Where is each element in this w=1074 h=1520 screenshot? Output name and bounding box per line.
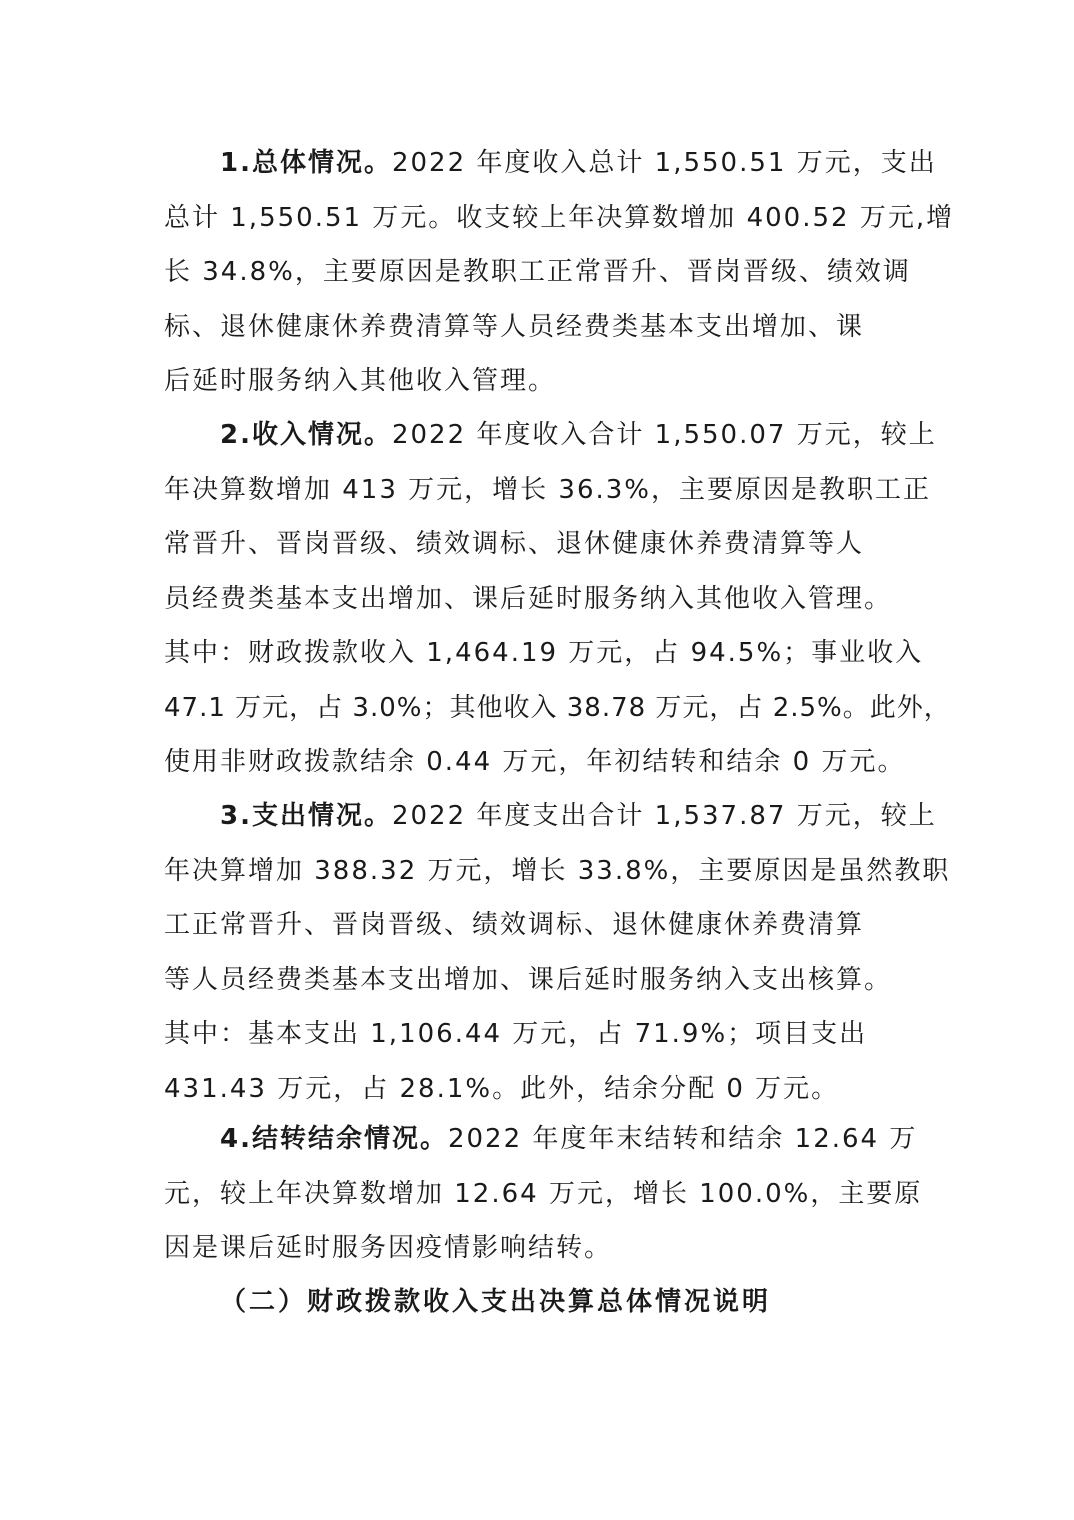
paragraph-text: 2022 年度收入总计 1,550.51 万元，支出 [391, 148, 937, 178]
paragraph-line [164, 136, 964, 191]
paragraph-line: 等人员经费类基本支出增加、课后延时服务纳入支出核算。 [164, 964, 893, 995]
paragraph-lead: 2.收入情况。 [220, 420, 392, 450]
paragraph-expenditure [164, 789, 964, 1116]
paragraph-line [164, 408, 964, 463]
paragraph-line: 其中：财政拨款收入 1,464.19 万元，占 94.5%；事业收入 [164, 638, 924, 668]
paragraph-line: 年决算数增加 413 万元，增长 36.3%，主要原因是教职工正 [164, 474, 932, 505]
paragraph-income [164, 408, 964, 790]
paragraph-line [164, 789, 964, 844]
section-heading: （二）财政拨款收入支出决算总体情况说明 [220, 1287, 772, 1317]
paragraph-line: 标、退休健康休养费清算等人员经费类基本支出增加、课 [164, 311, 865, 342]
paragraph-lead: 3.支出情况。 [220, 801, 392, 831]
paragraph-line: 431.43 万元，占 28.1%。此外，结余分配 0 万元。 [164, 1073, 840, 1104]
paragraph-line [164, 1112, 964, 1167]
paragraph-lead: 1.总体情况。 [220, 148, 392, 178]
paragraph-text: 2022 年度支出合计 1,537.87 万元，较上 [391, 801, 937, 831]
paragraph-line: 年决算增加 388.32 万元，增长 33.8%，主要原因是虽然教职 [164, 855, 951, 886]
paragraph-text: 2022 年度收入合计 1,550.07 万元，较上 [391, 420, 937, 450]
paragraph-lead: 4.结转结余情况。 [220, 1124, 448, 1154]
paragraph-text: 2022 年度年末结转和结余 12.64 万 [447, 1124, 918, 1154]
paragraph-carryover [164, 1112, 964, 1276]
paragraph-line: 长 34.8%，主要原因是教职工正常晋升、晋岗晋级、绩效调 [164, 257, 911, 287]
paragraph-line: 工正常晋升、晋岗晋级、绩效调标、退休健康休养费清算 [164, 910, 865, 940]
paragraph-line: 总计 1,550.51 万元。收支较上年决算数增加 400.52 万元,增 [164, 202, 955, 233]
paragraph-line: 后延时服务纳入其他收入管理。 [164, 366, 557, 396]
paragraph-line: 元，较上年决算数增加 12.64 万元，增长 100.0%，主要原 [164, 1178, 923, 1209]
paragraph-line: 因是课后延时服务因疫情影响结转。 [164, 1233, 613, 1263]
paragraph-line: 其中：基本支出 1,106.44 万元，占 71.9%；项目支出 [164, 1019, 868, 1049]
paragraph-line: 47.1 万元，占 3.0%；其他收入 38.78 万元，占 2.5%。此外， [164, 692, 951, 723]
paragraph-line: 员经费类基本支出增加、课后延时服务纳入其他收入管理。 [164, 583, 893, 614]
paragraph-overall [164, 136, 964, 409]
paragraph-line: 使用非财政拨款结余 0.44 万元，年初结转和结余 0 万元。 [164, 747, 906, 777]
paragraph-line: 常晋升、晋岗晋级、绩效调标、退休健康休养费清算等人 [164, 529, 865, 559]
